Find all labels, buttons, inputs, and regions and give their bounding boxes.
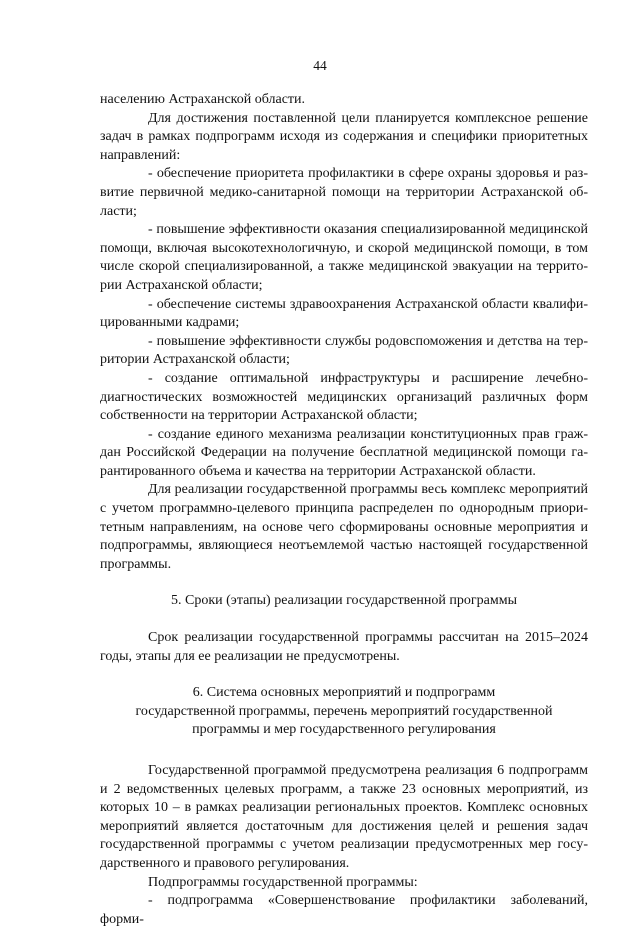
- paragraph-implementation: Для реализации государственной программы весь комплекс мероприятий с учетом программно-целевого принципа распределен по однородным приоритетным направлениям, на основе чего сформированы основные мероприятия и подпрограммы, являющиеся неотъемлемой частью настоящей государственной программы.: [100, 482, 588, 572]
- section-heading-5: 5. Сроки (этапы) реализации государственной программы: [171, 593, 517, 609]
- list-item-infrastructure: - создание оптимальной инфраструктуры и расширение лечебно-диагностических возможностей медицинских организаций различных форм собственности на территории Астраханской области;: [100, 370, 588, 424]
- paragraph-subprograms-summary: Государственной программой предусмотрена реализация 6 подпрограмм и 2 ведомственных целевых программ, а также 23 основных мероприятий, из которых 10 – в рамках реализации региональных проектов. Комплекс основных мероприятий является достаточным для достижения целей и решения задач государственной программы с учетом реализации предусмотренных мер государственного и правового регулирования.: [100, 763, 588, 871]
- list-item-prevention: - обеспечение приоритета профилактики в сфере охраны здоровья и развитие первичной медико-санитарной помощи на территории Астраханской области;: [100, 166, 588, 219]
- document-body: [100, 91, 588, 929]
- paragraph-subprograms-intro: Подпрограммы государственной программы:: [148, 874, 418, 890]
- paragraph-goal: Для достижения поставленной цели планируется комплексное решение задач в рамках подпрограмм исходя из содержания и специфики приоритетных направлений:: [100, 110, 588, 163]
- paragraph-continuation: населению Астраханской области.: [100, 92, 306, 107]
- paragraph-term: Срок реализации государственной программы рассчитан на 2015–2024 годы, этапы для ее реализации не предусмотрены.: [100, 630, 588, 664]
- section-heading-6-line3: программы и мер государственного регулирования: [192, 722, 496, 738]
- list-item-subprogram-prevention: - подпрограмма «Совершенствование профилактики заболеваний, форми-: [100, 893, 588, 927]
- section-heading-6-line2: государственной программы, перечень мероприятий государственной: [135, 703, 553, 719]
- section-heading-6: [100, 684, 588, 740]
- list-item-personnel: - обеспечение системы здравоохранения Астраханской области квалифицированными кадрами;: [100, 296, 588, 331]
- list-item-specialized-care: - повышение эффективности оказания специализированной медицинской помощи, включая высокотехнологичную, и скорой медицинской помощи, в том числе скорой специализированной, а также медицинской эвакуации на территории Астраханской области;: [100, 222, 588, 293]
- page-number: 44: [313, 58, 327, 73]
- section-heading-6-line1: 6. Система основных мероприятий и подпрограмм: [192, 685, 496, 701]
- list-item-rights: - создание единого механизма реализации конституционных прав граждан Российской Федерации на получение бесплатной медицинской помощи гарантированного объема и качества на территории Астраханской области.: [100, 426, 588, 479]
- list-item-maternity: - повышение эффективности службы родовспоможения и детства на территории Астраханской области;: [100, 333, 588, 368]
